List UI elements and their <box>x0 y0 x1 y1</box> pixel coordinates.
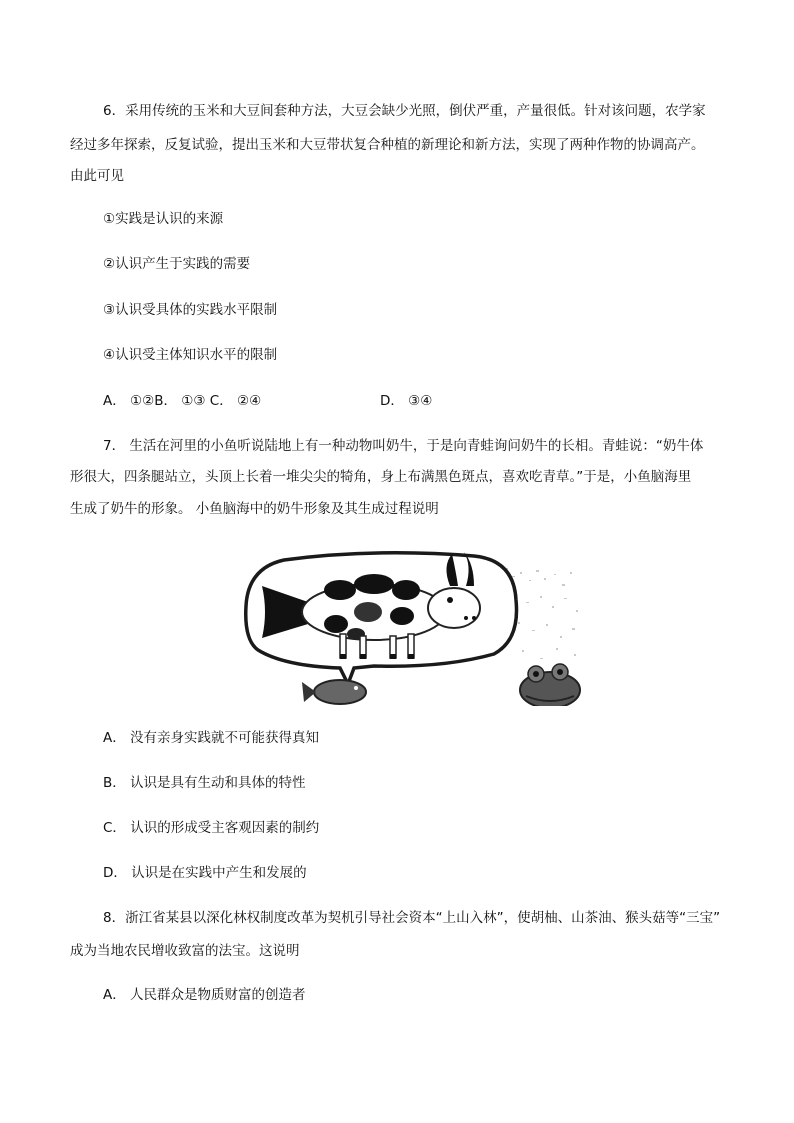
q8-stem-line-1: 8．浙江省某县以深化林权制度改革为契机引导社会资本“上山入林”，使胡柚、山茶油、猴头菇等“三宝” <box>103 910 721 926</box>
q7-stem-line-3: 生成了奶牛的形象。 小鱼脑海中的奶牛形象及其生成过程说明 <box>70 501 439 517</box>
q7-stem-line-2: 形很大，四条腿站立，头顶上长着一堆尖尖的犄角，身上布满黑色斑点，喜欢吃青草。”于是，小鱼脑海里 <box>70 469 692 485</box>
q7-stem-line-1: 7． 生活在河里的小鱼听说陆地上有一种动物叫奶牛，于是向青蛙询问奶牛的长相。青蛙说：“奶牛体 <box>103 438 704 454</box>
q7-option-a: A． 没有亲身实践就不可能获得真知 <box>103 730 320 746</box>
q7-option-c: C． 认识的形成受主客观因素的制约 <box>103 820 320 836</box>
frog <box>520 664 580 706</box>
fish-cow-drawing <box>244 550 585 706</box>
fish-eye <box>447 597 453 603</box>
q6-stem-line-2: 经过多年探索，反复试验，提出玉米和大豆带状复合种植的新理论和新方法，实现了两种作物的协调高产。 <box>70 137 705 153</box>
q6-statement-2: ②认识产生于实践的需要 <box>103 256 251 272</box>
q6-stem-line-1: 6．采用传统的玉米和大豆间套种方法，大豆会缺少光照，倒伏严重，产量很低。针对该问题，农学家 <box>103 103 706 119</box>
q6-stem-line-3: 由此可见 <box>70 168 124 184</box>
q8-option-a: A． 人民群众是物质财富的创造者 <box>103 987 306 1003</box>
fish-cow-illustration <box>244 550 585 706</box>
q6-options-abc: A． ①②B． ①③ C． ②④ <box>103 393 262 409</box>
q6-statement-3: ③认识受具体的实践水平限制 <box>103 302 278 318</box>
q6-statement-4: ④认识受主体知识水平的限制 <box>103 347 278 363</box>
q8-stem-line-2: 成为当地农民增收致富的法宝。这说明 <box>70 943 300 959</box>
q6-statement-1: ①实践是认识的来源 <box>103 211 224 227</box>
q7-option-b: B． 认识是具有生动和具体的特性 <box>103 775 306 791</box>
q7-option-d: D． 认识是在实践中产生和发展的 <box>103 865 307 881</box>
small-fish <box>302 680 366 704</box>
q6-option-d: D． ③④ <box>380 393 433 409</box>
